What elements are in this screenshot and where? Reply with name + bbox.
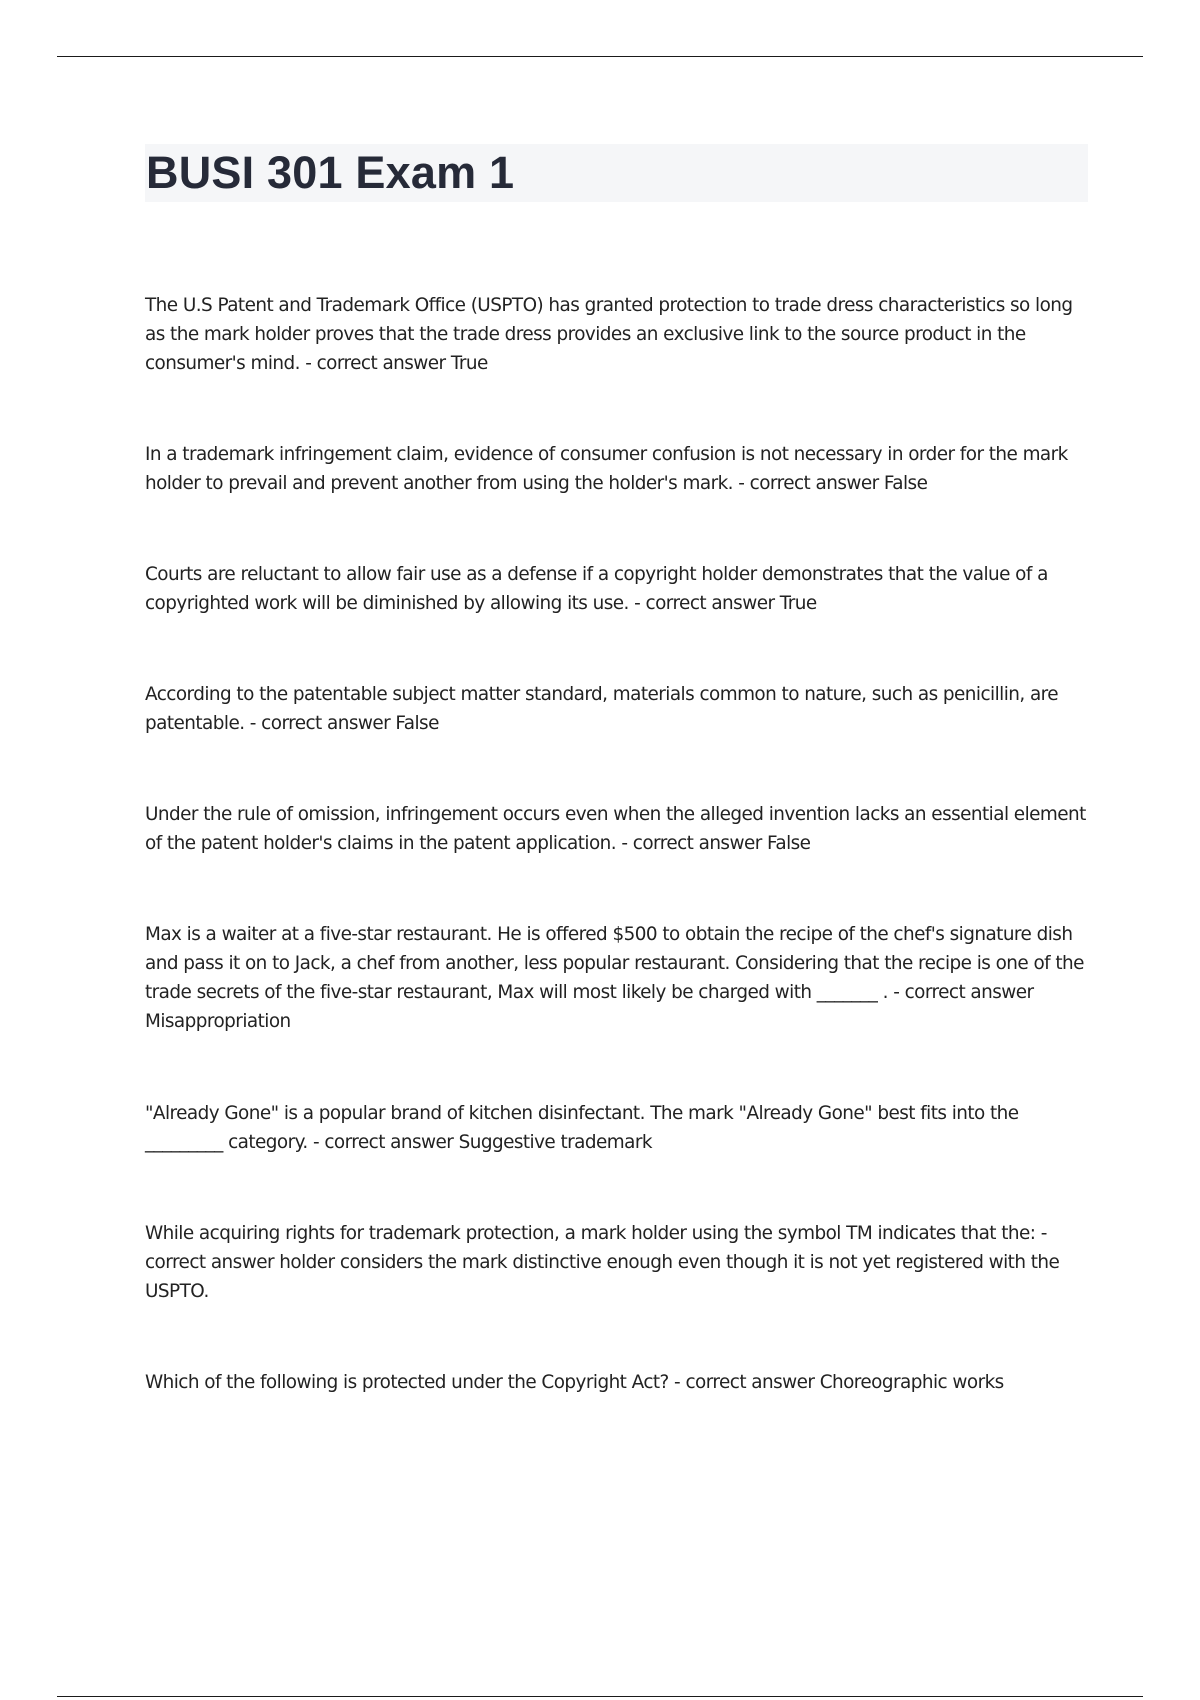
page-title: BUSI 301 Exam 1 [146, 147, 515, 198]
top-rule [57, 56, 1143, 57]
question-answer-8: While acquiring rights for trademark protection, a mark holder using the symbol TM indicates that the: - correct answer holder considers the mark distinctive enough even though it is not yet registered with the USPTO. [145, 1223, 1060, 1302]
bottom-rule [57, 1696, 1143, 1697]
question-answer-5: Under the rule of omission, infringement occurs even when the alleged invention lacks an essential element of the patent holder's claims in the patent application. - correct answer False [145, 804, 1086, 854]
question-answer-1: The U.S Patent and Trademark Office (USPTO) has granted protection to trade dress characteristics so long as the mark holder proves that the trade dress provides an exclusive link to the source product in the consumer's mind. - correct answer True [145, 295, 1073, 374]
question-answer-7: "Already Gone" is a popular brand of kitchen disinfectant. The mark "Already Gone" best fits into the _________ category. - correct answer Suggestive trademark [145, 1103, 1019, 1153]
question-answer-2: In a trademark infringement claim, evidence of consumer confusion is not necessary in order for the mark holder to prevail and prevent another from using the holder's mark. - correct answer False [145, 444, 1068, 494]
question-answer-4: According to the patentable subject matter standard, materials common to nature, such as penicillin, are patentable. - correct answer False [145, 684, 1059, 734]
question-answer-9: Which of the following is protected under the Copyright Act? - correct answer Choreographic works [145, 1372, 1004, 1393]
question-answer-3: Courts are reluctant to allow fair use as a defense if a copyright holder demonstrates that the value of a copyrighted work will be diminished by allowing its use. - correct answer True [145, 564, 1048, 614]
question-answer-6: Max is a waiter at a five-star restaurant. He is offered $500 to obtain the recipe of the chef's signature dish and pass it on to Jack, a chef from another, less popular restaurant. Considering that the recipe is one of the trade secrets of the five-star restaurant, Max will most likely be charged with _______ . - correct answer Misappropriation [145, 924, 1084, 1032]
